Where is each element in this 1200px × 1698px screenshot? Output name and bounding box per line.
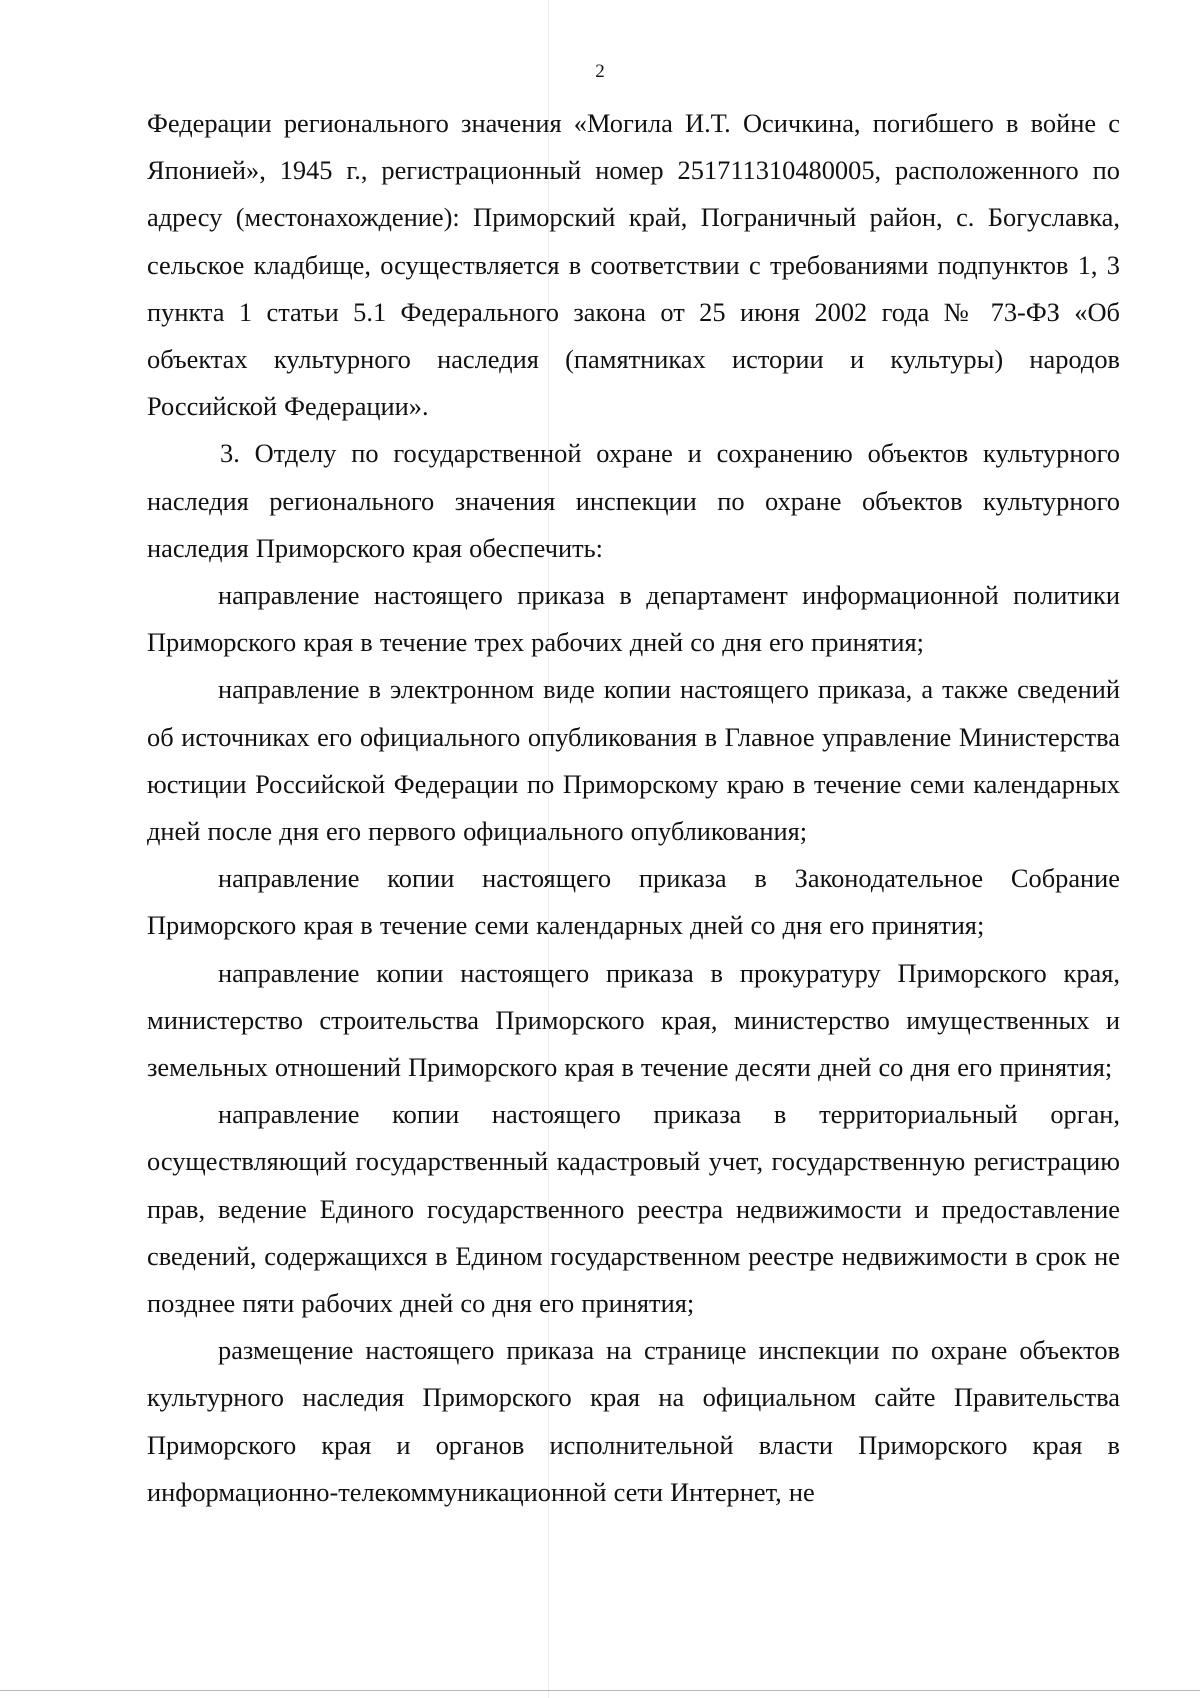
paragraph-legislative-assembly: направление копии настоящего приказа в Законодательное Собрание Приморского края в течение семи календарных дней со дня его принятия;	[147, 863, 1120, 941]
paragraph-website-publication: размещение настоящего приказа на странице инспекции по охране объектов культурного наследия Приморского края на официальном сайте Правительства Приморского края и органов исполнительной власти Приморского края в информационно-телекоммуникационной сети Интернет, не	[147, 1335, 1120, 1507]
paragraph-prosecutor-office: направление копии настоящего приказа в прокуратуру Приморского края, министерство строительства Приморского края, министерство имущественных и земельных отношений Приморского края в течение десяти дней со дня его принятия;	[147, 957, 1120, 1083]
page-bottom-edge	[0, 1690, 1200, 1691]
paragraph-ministry-of-justice: направление в электронном виде копии настоящего приказа, а также сведений об источниках его официального опубликования в Главное управление Министерства юстиции Российской Федерации по Приморскому краю в течение семи календарных дней после дня его первого официального опубликования;	[147, 674, 1120, 847]
paragraph-cadastral-registration: направление копии настоящего приказа в территориальный орган, осуществляющий государственный кадастровый учет, государственную регистрацию прав, ведение Единого государственного реестра недвижимости и предоставление сведений, содержащихся в Едином государственном реестре недвижимости в срок не позднее пяти рабочих дней со дня его принятия;	[147, 1099, 1120, 1319]
paragraph-item-3: 3. Отделу по государственной охране и сохранению объектов культурного наследия регионального значения инспекции по охране объектов культурного наследия Приморского края обеспечить:	[147, 438, 1120, 563]
page-number: 2	[595, 61, 605, 82]
paragraph-information-policy: направление настоящего приказа в департамент информационной политики Приморского края в течение трех рабочих дней со дня его принятия;	[147, 580, 1120, 658]
document-body	[147, 100, 1120, 1516]
paragraph-continuation: Федерации регионального значения «Могила И.Т. Осичкина, погибшего в войне с Японией», 1945 г., регистрационный номер 251711310480005, расположенного по адресу (местонахождение): Приморский край, Пограничный район, с. Богуславка, сельское кладбище, осуществляется в соответствии с требованиями подпунктов 1, 3 пункта 1 статьи 5.1 Федерального закона от 25 июня 2002 года № 73-ФЗ «Об объектах культурного наследия (памятниках истории и культуры) народов Российской Федерации».	[147, 108, 1120, 422]
